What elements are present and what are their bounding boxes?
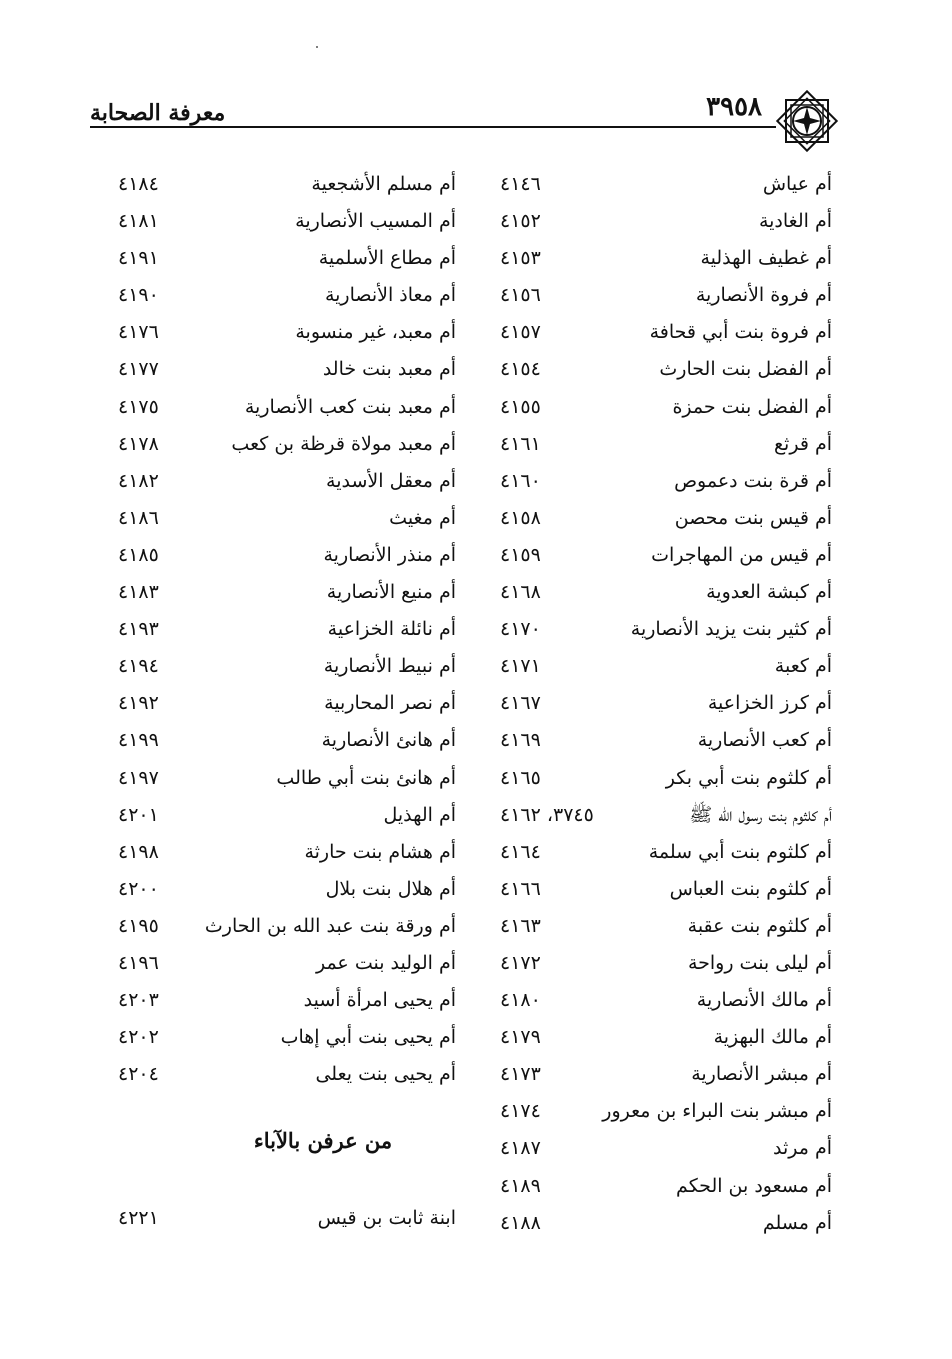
entry-name: أم الفضل بنت الحارث [659, 358, 832, 381]
entry-name: أم كبشة العدوية [706, 581, 832, 604]
entry-number: ٤١٩٠ [118, 284, 159, 307]
entry-number: ٤١٩٥ [118, 914, 159, 937]
entry-name: أم نصر المحاربية [324, 692, 456, 715]
entry-number: ٤٢٠١ [118, 803, 159, 826]
entry-number: ٤١٥٦ [500, 284, 541, 307]
entry-name: أم منذر الأنصارية [323, 543, 456, 566]
index-entry [118, 351, 456, 388]
index-column-left [118, 166, 456, 1093]
entry-name: أم مغيث [389, 506, 456, 529]
index-entry [500, 240, 832, 277]
index-entry [500, 203, 832, 240]
entry-name: أم كلثوم بنت عقبة [687, 914, 832, 937]
index-entry [118, 834, 456, 871]
entry-number: ٤١٨٦ [118, 506, 159, 529]
entry-name: أم مبشر الأنصارية [691, 1063, 832, 1086]
entry-name: أم الهذيل [383, 803, 456, 826]
entry-number: ٣٧٤٥، ٤١٦٢ [500, 803, 594, 826]
index-column-right [500, 166, 832, 1242]
entry-number: ٤١٩٣ [118, 618, 159, 641]
entry-name: أم مالك الأنصارية [696, 989, 832, 1012]
entry-number: ٤١٦٦ [500, 877, 541, 900]
entry-number: ٤١٨٧ [500, 1137, 541, 1160]
entry-name: أم ورقة بنت عبد الله بن الحارث [204, 914, 456, 937]
entry-number: ٤١٩٩ [118, 729, 159, 752]
entry-number: ٤١٦٨ [500, 581, 541, 604]
page-header [90, 86, 842, 156]
entry-name: أم عياش [762, 173, 832, 195]
entry-number: ٤١٨٩ [500, 1174, 541, 1197]
entry-number: ٤١٨٥ [118, 543, 159, 566]
entry-number: ٤١٩٦ [118, 951, 159, 974]
entry-number: ٤٢٠٠ [118, 877, 159, 900]
entry-number: ٤١٩٨ [118, 840, 159, 863]
index-entry [118, 426, 456, 463]
entry-number: ٤١٦٥ [500, 766, 541, 789]
entry-number: ٤١٦١ [500, 432, 541, 455]
entry-name: أم فروة الأنصارية [695, 284, 832, 307]
entry-name: أم معبد مولاة قرظة بن كعب [231, 432, 456, 455]
index-entry [118, 537, 456, 574]
entry-number: ٤١٥٣ [500, 247, 541, 270]
entry-number: ٤٢٠٢ [118, 1026, 159, 1049]
index-entry [118, 574, 456, 611]
entry-name: أم الوليد بنت عمر [315, 951, 456, 974]
entry-number: ٤١٧٦ [118, 321, 159, 344]
entry-name: أم معبد، غير منسوبة [295, 321, 456, 344]
index-entry [500, 166, 832, 203]
entry-name: أم كرز الخزاعية [707, 692, 832, 715]
entry-name: أم مرثد [772, 1137, 832, 1160]
entry-number: ٤١٦٠ [500, 469, 541, 492]
entry-number: ٤١٦٧ [500, 692, 541, 715]
entry-name: أم قرة بنت دعموص [674, 469, 832, 492]
entry-name: أم هانئ الأنصارية [321, 729, 456, 752]
index-entry [500, 760, 832, 797]
entry-name: أم يحيى بنت يعلى [315, 1063, 456, 1086]
entry-number: ٤٢٠٤ [118, 1063, 159, 1086]
index-entry [500, 685, 832, 722]
entry-name: أم كلثوم بنت رسول الله ﷺ [689, 803, 832, 826]
entry-name: أم كعبة [774, 655, 832, 678]
entry-name: أم مسعود بن الحكم [676, 1174, 832, 1197]
index-entry [500, 314, 832, 351]
entry-number: ٤١٧٢ [500, 951, 541, 974]
index-entry [500, 1093, 832, 1130]
entry-number: ٤١٨١ [118, 210, 159, 233]
index-entry [118, 648, 456, 685]
section-entry [118, 1200, 456, 1237]
section-heading: من عرفن بالآباء [253, 1128, 393, 1153]
entry-name: أم قرثع [773, 432, 832, 455]
index-entry [118, 463, 456, 500]
entry-number: ٤١٨٨ [500, 1211, 541, 1234]
index-entry [500, 1019, 832, 1056]
index-entry [500, 426, 832, 463]
entry-number: ٤١٨٤ [118, 173, 159, 195]
index-entry [500, 611, 832, 648]
entry-number: ٤٢٠٣ [118, 989, 159, 1012]
index-entry [118, 500, 456, 537]
entry-name: أم يحيى بنت أبي إهاب [280, 1026, 456, 1049]
entry-name: أم كثير بنت يزيد الأنصارية [630, 618, 832, 641]
entry-name: أم يحيى امرأة أسيد [303, 989, 456, 1012]
entry-number: ٤١٧١ [500, 655, 541, 678]
entry-number: ٤١٥٥ [500, 395, 541, 418]
entry-number: ٤١٤٦ [500, 173, 541, 195]
entry-name: أم ليلى بنت رواحة [687, 951, 832, 974]
entry-name: أم هشام بنت حارثة [304, 840, 456, 863]
entry-number: ٤١٧٠ [500, 618, 541, 641]
index-entry [118, 1019, 456, 1056]
index-entry [118, 982, 456, 1019]
entry-name: أم فروة بنت أبي قحافة [649, 321, 832, 344]
index-entry [500, 574, 832, 611]
index-entry [500, 945, 832, 982]
entry-number: ٤١٥٩ [500, 543, 541, 566]
book-title: معرفة الصحابة [90, 100, 226, 126]
index-entry [118, 166, 456, 203]
entry-name: أم مسلم [762, 1211, 832, 1234]
entry-number: ٤١٦٩ [500, 729, 541, 752]
entry-name: أم الفضل بنت حمزة [672, 395, 832, 418]
index-entry [500, 982, 832, 1019]
index-entry [118, 760, 456, 797]
entry-name: أم المسيب الأنصارية [295, 210, 456, 233]
entry-name: أم مسلم الأشجعية [311, 173, 456, 195]
entry-name: أم هلال بنت بلال [325, 877, 456, 900]
entry-number: ٤١٩٢ [118, 692, 159, 715]
index-entry [500, 1056, 832, 1093]
entry-number: ٤١٩٧ [118, 766, 159, 789]
entry-name: أم كلثوم بنت أبي بكر [665, 766, 832, 789]
entry-name: أم معبد بنت كعب الأنصارية [244, 395, 456, 418]
entry-name: أم مطاع الأسلمية [318, 247, 456, 270]
entry-number: ٤١٥٨ [500, 506, 541, 529]
index-entry [500, 648, 832, 685]
entry-number: ٤١٧٩ [500, 1026, 541, 1049]
index-entry [118, 611, 456, 648]
entry-number: ٤١٧٥ [118, 395, 159, 418]
entry-name: أم الغادية [758, 210, 832, 233]
index-entry [118, 389, 456, 426]
entry-name: أم قيس بنت محصن [674, 506, 832, 529]
index-entry [500, 1168, 832, 1205]
entry-number: ٤١٥٤ [500, 358, 541, 381]
entry-name: أم قيس من المهاجرات [651, 543, 832, 566]
index-entry [500, 908, 832, 945]
entry-number: ٤١٩٤ [118, 655, 159, 678]
index-entry [500, 277, 832, 314]
entry-name: أم كعب الأنصارية [697, 729, 832, 752]
entry-number: ٤١٧٤ [500, 1100, 541, 1123]
header-rule [90, 126, 776, 128]
entry-number: ٤١٨٠ [500, 989, 541, 1012]
entry-name: أم نائلة الخزاعية [327, 618, 456, 641]
index-entry [118, 203, 456, 240]
entry-name: أم مبشر بنت البراء بن معرور [602, 1100, 832, 1123]
index-entry [500, 722, 832, 759]
index-entry [118, 945, 456, 982]
scan-speck [316, 46, 318, 48]
index-entry [118, 908, 456, 945]
entry-number: ٤٢٢١ [118, 1207, 159, 1229]
index-entry [500, 1205, 832, 1242]
entry-number: ٤١٨٣ [118, 581, 159, 604]
page-number: ٣٩٥٨ [706, 92, 762, 122]
entry-name: أم منيع الأنصارية [326, 581, 456, 604]
entry-name: أم معبد بنت خالد [322, 358, 456, 381]
entry-name: أم غطيف الهذلية [700, 247, 832, 270]
entry-number: ٤١٦٤ [500, 840, 541, 863]
entry-name: أم كلثوم بنت أبي سلمة [648, 840, 832, 863]
entry-number: ٤١٥٢ [500, 210, 541, 233]
entry-name: ابنة ثابت بن قيس [317, 1207, 456, 1229]
index-entry [500, 500, 832, 537]
entry-number: ٤١٧٨ [118, 432, 159, 455]
index-entry [500, 389, 832, 426]
index-entry [500, 1130, 832, 1167]
entry-name: أم معقل الأسدية [326, 469, 456, 492]
index-entry [118, 797, 456, 834]
entry-name: أم نبيط الأنصارية [323, 655, 456, 678]
index-entry [118, 685, 456, 722]
index-entry [500, 351, 832, 388]
star-ornament-icon [772, 86, 842, 156]
entry-name: أم مالك البهزية [713, 1026, 832, 1049]
entry-number: ٤١٧٧ [118, 358, 159, 381]
entry-number: ٤١٥٧ [500, 321, 541, 344]
entry-number: ٤١٨٢ [118, 469, 159, 492]
index-entry [118, 240, 456, 277]
index-entry [500, 537, 832, 574]
entry-name: أم كلثوم بنت العباس [669, 877, 832, 900]
index-entry [118, 314, 456, 351]
index-entry [118, 1056, 456, 1093]
index-entry [500, 797, 832, 834]
entry-number: ٤١٩١ [118, 247, 159, 270]
index-entry [118, 871, 456, 908]
index-entry [500, 834, 832, 871]
index-entry [500, 871, 832, 908]
entry-number: ٤١٦٣ [500, 914, 541, 937]
index-entry [118, 722, 456, 759]
entry-name: أم معاذ الأنصارية [324, 284, 456, 307]
index-entry [500, 463, 832, 500]
index-entry [118, 277, 456, 314]
entry-number: ٤١٧٣ [500, 1063, 541, 1086]
entry-name: أم هانئ بنت أبي طالب [276, 766, 456, 789]
